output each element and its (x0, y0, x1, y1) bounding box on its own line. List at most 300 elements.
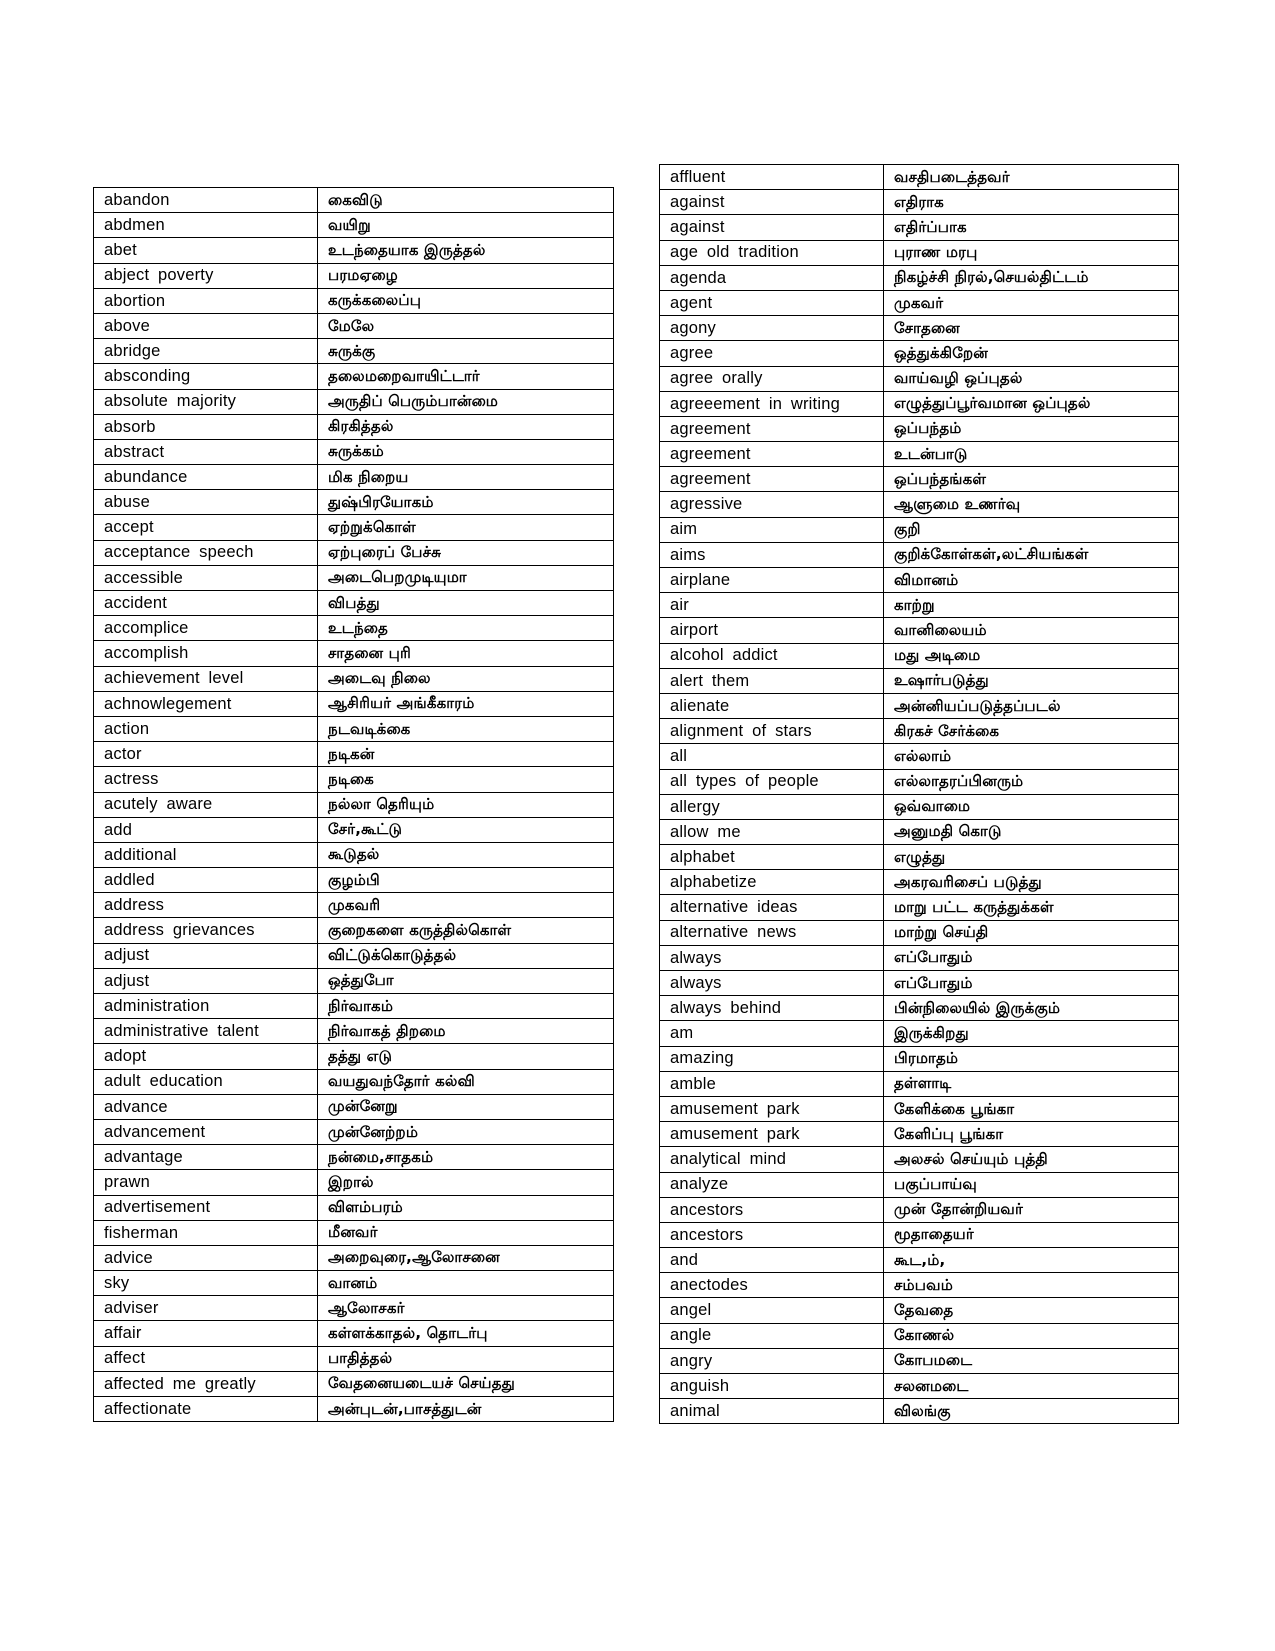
table-row (94, 1145, 614, 1170)
english-term: anguish (660, 1374, 884, 1399)
tamil-translation: ஒவ்வாமை (884, 794, 1179, 819)
table-row (660, 341, 1179, 366)
table-row (94, 313, 614, 338)
english-term: affair (94, 1321, 318, 1346)
tamil-translation: விபத்து (318, 591, 614, 616)
table-row (94, 540, 614, 565)
english-term: adult education (94, 1069, 318, 1094)
table-row (660, 1122, 1179, 1147)
tamil-translation: புராண மரபு (884, 240, 1179, 265)
tamil-translation: சேர்,கூட்டு (318, 817, 614, 842)
tamil-translation: மேலே (318, 313, 614, 338)
english-term: abuse (94, 490, 318, 515)
table-row (660, 1222, 1179, 1247)
english-term: allergy (660, 794, 884, 819)
tamil-translation: குறிக்கோள்கள்,லட்சியங்கள் (884, 542, 1179, 567)
english-term: actor (94, 742, 318, 767)
table-row (660, 895, 1179, 920)
table-row (94, 339, 614, 364)
tamil-translation: எதிர்ப்பாக (884, 215, 1179, 240)
table-row (94, 465, 614, 490)
tamil-translation: ஏற்றுக்கொள் (318, 515, 614, 540)
english-term: adjust (94, 943, 318, 968)
english-term: accept (94, 515, 318, 540)
english-term: fisherman (94, 1220, 318, 1245)
english-term: absconding (94, 364, 318, 389)
tamil-translation: அலசல் செய்யும் புத்தி (884, 1147, 1179, 1172)
table-row (660, 568, 1179, 593)
tamil-translation: முகவர் (884, 290, 1179, 315)
table-row (660, 391, 1179, 416)
tamil-translation: ஆசிரியர் அங்கீகாரம் (318, 691, 614, 716)
english-term: am (660, 1021, 884, 1046)
table-row (94, 565, 614, 590)
tamil-translation: ஆலோசகர் (318, 1296, 614, 1321)
tamil-translation: கோணல் (884, 1323, 1179, 1348)
tamil-translation: அன்னியப்படுத்தப்படல் (884, 693, 1179, 718)
english-term: analyze (660, 1172, 884, 1197)
english-term: abortion (94, 288, 318, 313)
english-term: accomplice (94, 616, 318, 641)
table-row (660, 1046, 1179, 1071)
tamil-translation: இருக்கிறது (884, 1021, 1179, 1046)
tamil-translation: கேளிப்பு பூங்கா (884, 1122, 1179, 1147)
table-row (660, 316, 1179, 341)
table-row (660, 467, 1179, 492)
tamil-translation: விமானம் (884, 568, 1179, 593)
english-term: analytical mind (660, 1147, 884, 1172)
english-term: agenda (660, 265, 884, 290)
english-term: angel (660, 1298, 884, 1323)
table-row (94, 439, 614, 464)
english-term: agressive (660, 492, 884, 517)
english-term: alcohol addict (660, 643, 884, 668)
english-term: adjust (94, 968, 318, 993)
tamil-translation: எழுத்து (884, 845, 1179, 870)
english-term: agreement (660, 442, 884, 467)
english-term: alternative ideas (660, 895, 884, 920)
english-term: all types of people (660, 769, 884, 794)
tamil-translation: நடிகன் (318, 742, 614, 767)
table-row (660, 1172, 1179, 1197)
tamil-translation: நடிகை (318, 767, 614, 792)
tamil-translation: கள்ளக்காதல், தொடர்பு (318, 1321, 614, 1346)
tamil-translation: சுருக்கு (318, 339, 614, 364)
tamil-translation: எப்போதும் (884, 945, 1179, 970)
table-row (660, 442, 1179, 467)
tamil-translation: ஒப்பந்தங்கள் (884, 467, 1179, 492)
table-row (660, 1399, 1179, 1424)
tamil-translation: எழுத்துப்பூர்வமான ஒப்புதல் (884, 391, 1179, 416)
tamil-translation: விலங்கு (884, 1399, 1179, 1424)
english-term: allow me (660, 819, 884, 844)
table-row (94, 842, 614, 867)
table-row (94, 1170, 614, 1195)
tamil-translation: சம்பவம் (884, 1273, 1179, 1298)
table-row (94, 868, 614, 893)
english-term: agent (660, 290, 884, 315)
english-term: above (94, 313, 318, 338)
table-row (94, 1245, 614, 1270)
english-term: affected me greatly (94, 1371, 318, 1396)
tamil-translation: வாய்வழி ஒப்புதல் (884, 366, 1179, 391)
table-row (660, 1147, 1179, 1172)
table-row (660, 719, 1179, 744)
tamil-translation: தேவதை (884, 1298, 1179, 1323)
english-term: ancestors (660, 1197, 884, 1222)
table-row (660, 542, 1179, 567)
table-row (660, 517, 1179, 542)
english-term: airplane (660, 568, 884, 593)
table-row (94, 893, 614, 918)
table-row (660, 1071, 1179, 1096)
table-row (94, 1019, 614, 1044)
table-row (94, 1296, 614, 1321)
english-term: advancement (94, 1119, 318, 1144)
tamil-translation: சோதனை (884, 316, 1179, 341)
table-row (94, 1195, 614, 1220)
english-term: achievement level (94, 666, 318, 691)
english-term: actress (94, 767, 318, 792)
table-row (660, 190, 1179, 215)
tamil-translation: மது அடிமை (884, 643, 1179, 668)
english-term: addled (94, 868, 318, 893)
vocab-table-left-body (94, 188, 614, 1422)
tamil-translation: கூட,ம், (884, 1248, 1179, 1273)
vocab-table-right (659, 164, 1179, 1424)
table-row (660, 1323, 1179, 1348)
tamil-translation: அன்புடன்,பாசத்துடன் (318, 1397, 614, 1422)
tamil-translation: கிரகச் சேர்க்கை (884, 719, 1179, 744)
english-term: alignment of stars (660, 719, 884, 744)
table-row (94, 1044, 614, 1069)
table-row (94, 641, 614, 666)
table-row (660, 416, 1179, 441)
english-term: amusement park (660, 1122, 884, 1147)
english-term: agreement (660, 416, 884, 441)
english-term: affluent (660, 165, 884, 190)
table-row (660, 492, 1179, 517)
english-term: acutely aware (94, 792, 318, 817)
tamil-translation: காற்று (884, 593, 1179, 618)
english-term: animal (660, 1399, 884, 1424)
tamil-translation: எப்போதும் (884, 971, 1179, 996)
table-row (94, 792, 614, 817)
tamil-translation: துஷ்பிரயோகம் (318, 490, 614, 515)
tamil-translation: சாதனை புரி (318, 641, 614, 666)
tamil-translation: முன்னேறு (318, 1094, 614, 1119)
tamil-translation: பிரமாதம் (884, 1046, 1179, 1071)
english-term: always behind (660, 996, 884, 1021)
table-row (660, 1096, 1179, 1121)
table-row (660, 215, 1179, 240)
english-term: alphabet (660, 845, 884, 870)
english-term: address grievances (94, 918, 318, 943)
table-row (660, 668, 1179, 693)
tamil-translation: நல்லா தெரியும் (318, 792, 614, 817)
tamil-translation: சலனமடை (884, 1374, 1179, 1399)
english-term: all (660, 744, 884, 769)
english-term: alphabetize (660, 870, 884, 895)
table-row (94, 1271, 614, 1296)
tamil-translation: வயதுவந்தோர் கல்வி (318, 1069, 614, 1094)
table-row (94, 591, 614, 616)
english-term: alert them (660, 668, 884, 693)
table-row (660, 744, 1179, 769)
english-term: agreeement in writing (660, 391, 884, 416)
tamil-translation: இறால் (318, 1170, 614, 1195)
english-term: absolute majority (94, 389, 318, 414)
tamil-translation: நிர்வாகம் (318, 994, 614, 1019)
tamil-translation: அகரவரிசைப் படுத்து (884, 870, 1179, 895)
english-term: address (94, 893, 318, 918)
table-row (94, 994, 614, 1019)
table-row (94, 968, 614, 993)
vocab-table-left (93, 187, 614, 1422)
english-term: angle (660, 1323, 884, 1348)
tamil-translation: அறைவுரை,ஆலோசனை (318, 1245, 614, 1270)
english-term: advice (94, 1245, 318, 1270)
tamil-translation: ஒத்துக்கிறேன் (884, 341, 1179, 366)
tamil-translation: விட்டுக்கொடுத்தல் (318, 943, 614, 968)
tamil-translation: குழம்பி (318, 868, 614, 893)
tamil-translation: தலைமறைவாயிட்டார் (318, 364, 614, 389)
table-row (94, 288, 614, 313)
english-term: aim (660, 517, 884, 542)
english-term: abundance (94, 465, 318, 490)
tamil-translation: ஒத்துபோ (318, 968, 614, 993)
table-row (94, 1069, 614, 1094)
table-row (94, 515, 614, 540)
english-term: against (660, 190, 884, 215)
table-row (660, 643, 1179, 668)
tamil-translation: உஷார்படுத்து (884, 668, 1179, 693)
table-row (94, 1119, 614, 1144)
english-term: accessible (94, 565, 318, 590)
english-term: abet (94, 238, 318, 263)
tamil-translation: நிர்வாகத் திறமை (318, 1019, 614, 1044)
tamil-translation: உடந்தை (318, 616, 614, 641)
table-row (660, 1248, 1179, 1273)
tamil-translation: மீனவர் (318, 1220, 614, 1245)
table-row (660, 819, 1179, 844)
tamil-translation: சுருக்கம் (318, 439, 614, 464)
english-term: additional (94, 842, 318, 867)
table-row (660, 1374, 1179, 1399)
tamil-translation: உடந்தையாக இருத்தல் (318, 238, 614, 263)
table-row (94, 238, 614, 263)
english-term: and (660, 1248, 884, 1273)
english-term: agony (660, 316, 884, 341)
english-term: advantage (94, 1145, 318, 1170)
table-row (660, 769, 1179, 794)
table-row (660, 996, 1179, 1021)
tamil-translation: பின்நிலையில் இருக்கும் (884, 996, 1179, 1021)
english-term: acceptance speech (94, 540, 318, 565)
english-term: always (660, 945, 884, 970)
tamil-translation: மாற்று செய்தி (884, 920, 1179, 945)
table-row (94, 943, 614, 968)
english-term: administration (94, 994, 318, 1019)
table-row (660, 618, 1179, 643)
table-row (94, 742, 614, 767)
tamil-translation: வானம் (318, 1271, 614, 1296)
table-row (94, 666, 614, 691)
tamil-translation: பரமஏழை (318, 263, 614, 288)
table-row (94, 213, 614, 238)
table-row (660, 1021, 1179, 1046)
table-row (94, 389, 614, 414)
tamil-translation: முன் தோன்றியவர் (884, 1197, 1179, 1222)
table-row (660, 1348, 1179, 1373)
table-row (94, 691, 614, 716)
english-term: amusement park (660, 1096, 884, 1121)
english-term: sky (94, 1271, 318, 1296)
english-term: affectionate (94, 1397, 318, 1422)
tamil-translation: நடவடிக்கை (318, 716, 614, 741)
table-row (660, 1197, 1179, 1222)
english-term: abdmen (94, 213, 318, 238)
english-term: adviser (94, 1296, 318, 1321)
tamil-translation: அடைபெறமுடியுமா (318, 565, 614, 590)
english-term: anectodes (660, 1273, 884, 1298)
table-row (94, 918, 614, 943)
table-row (660, 870, 1179, 895)
tamil-translation: விளம்பரம் (318, 1195, 614, 1220)
tamil-translation: ஒப்பந்தம் (884, 416, 1179, 441)
tamil-translation: முன்னேற்றம் (318, 1119, 614, 1144)
tamil-translation: உடன்பாடு (884, 442, 1179, 467)
table-row (660, 290, 1179, 315)
tamil-translation: அடைவு நிலை (318, 666, 614, 691)
table-row (660, 794, 1179, 819)
tamil-translation: பகுப்பாய்வு (884, 1172, 1179, 1197)
table-row (94, 1321, 614, 1346)
english-term: alienate (660, 693, 884, 718)
english-term: agreement (660, 467, 884, 492)
english-term: administrative talent (94, 1019, 318, 1044)
table-row (94, 716, 614, 741)
english-term: abridge (94, 339, 318, 364)
english-term: affect (94, 1346, 318, 1371)
tamil-translation: தத்து எடு (318, 1044, 614, 1069)
english-term: always (660, 971, 884, 996)
english-term: ancestors (660, 1222, 884, 1247)
table-row (660, 845, 1179, 870)
tamil-translation: வேதனையடையச் செய்தது (318, 1371, 614, 1396)
english-term: action (94, 716, 318, 741)
table-row (660, 265, 1179, 290)
table-row (660, 1298, 1179, 1323)
tamil-translation: கூடுதல் (318, 842, 614, 867)
tamil-translation: கேளிக்கை பூங்கா (884, 1096, 1179, 1121)
tamil-translation: பாதித்தல் (318, 1346, 614, 1371)
table-row (94, 1346, 614, 1371)
table-row (660, 1273, 1179, 1298)
english-term: abstract (94, 439, 318, 464)
tamil-translation: வானிலையம் (884, 618, 1179, 643)
english-term: amble (660, 1071, 884, 1096)
tamil-translation: வசதிபடைத்தவர் (884, 165, 1179, 190)
english-term: absorb (94, 414, 318, 439)
table-row (94, 364, 614, 389)
english-term: abandon (94, 188, 318, 213)
table-row (94, 817, 614, 842)
table-row (660, 945, 1179, 970)
table-row (660, 593, 1179, 618)
tamil-translation: மிக நிறைய (318, 465, 614, 490)
table-row (94, 188, 614, 213)
table-row (94, 1397, 614, 1422)
english-term: advance (94, 1094, 318, 1119)
table-row (94, 767, 614, 792)
english-term: agree orally (660, 366, 884, 391)
tamil-translation: வயிறு (318, 213, 614, 238)
table-row (94, 1094, 614, 1119)
english-term: alternative news (660, 920, 884, 945)
table-row (94, 1371, 614, 1396)
english-term: adopt (94, 1044, 318, 1069)
english-term: amazing (660, 1046, 884, 1071)
table-row (660, 693, 1179, 718)
english-term: agree (660, 341, 884, 366)
english-term: accomplish (94, 641, 318, 666)
tamil-translation: அனுமதி கொடு (884, 819, 1179, 844)
tamil-translation: முகவரி (318, 893, 614, 918)
english-term: age old tradition (660, 240, 884, 265)
table-row (94, 490, 614, 515)
table-row (94, 616, 614, 641)
table-row (94, 414, 614, 439)
table-row (660, 971, 1179, 996)
tamil-translation: எதிராக (884, 190, 1179, 215)
tamil-translation: ஏற்புரைப் பேச்சு (318, 540, 614, 565)
tamil-translation: நிகழ்ச்சி நிரல்,செயல்திட்டம் (884, 265, 1179, 290)
tamil-translation: கோபமடை (884, 1348, 1179, 1373)
tamil-translation: குறைகளை கருத்தில்கொள் (318, 918, 614, 943)
tamil-translation: தள்ளாடி (884, 1071, 1179, 1096)
english-term: abject poverty (94, 263, 318, 288)
tamil-translation: குறி (884, 517, 1179, 542)
tamil-translation: எல்லாதரப்பினரும் (884, 769, 1179, 794)
english-term: achnowlegement (94, 691, 318, 716)
english-term: add (94, 817, 318, 842)
table-row (660, 165, 1179, 190)
table-row (94, 1220, 614, 1245)
vocab-table-right-body (660, 165, 1179, 1424)
tamil-translation: மாறு பட்ட கருத்துக்கள் (884, 895, 1179, 920)
tamil-translation: நன்மை,சாதகம் (318, 1145, 614, 1170)
tamil-translation: எல்லாம் (884, 744, 1179, 769)
table-row (94, 263, 614, 288)
table-row (660, 920, 1179, 945)
english-term: air (660, 593, 884, 618)
table-row (660, 240, 1179, 265)
tamil-translation: கிரகித்தல் (318, 414, 614, 439)
english-term: advertisement (94, 1195, 318, 1220)
tamil-translation: கருக்கலைப்பு (318, 288, 614, 313)
english-term: accident (94, 591, 318, 616)
tamil-translation: மூதாதையர் (884, 1222, 1179, 1247)
english-term: aims (660, 542, 884, 567)
english-term: angry (660, 1348, 884, 1373)
english-term: against (660, 215, 884, 240)
english-term: prawn (94, 1170, 318, 1195)
table-row (660, 366, 1179, 391)
english-term: airport (660, 618, 884, 643)
tamil-translation: ஆளுமை உணர்வு (884, 492, 1179, 517)
tamil-translation: கைவிடு (318, 188, 614, 213)
